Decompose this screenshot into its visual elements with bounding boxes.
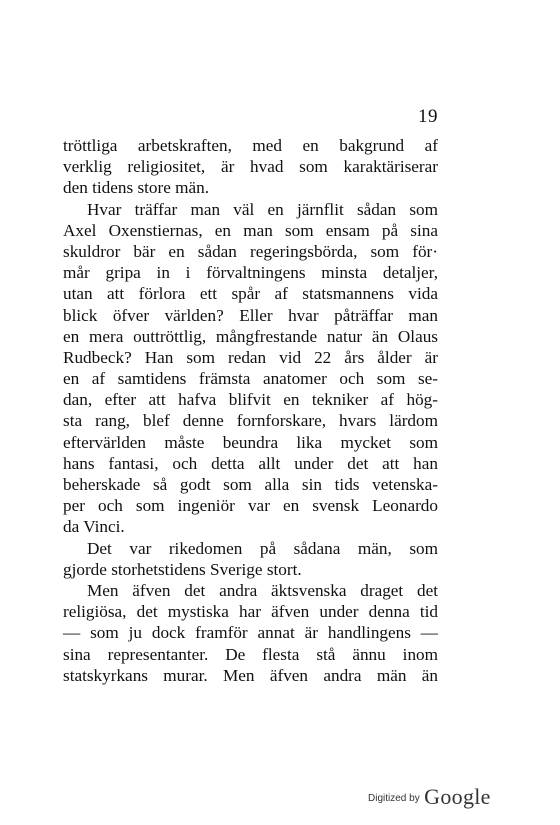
text-line: Rudbeck? Han som redan vid 22 års ålder är	[63, 347, 438, 367]
text-line: beherskade så godt som alla sin tids vetenska-	[63, 475, 438, 494]
text-line: en mera outtröttlig, mångfrestande natur än Olaus	[63, 326, 438, 346]
text-line: mår gripa in i förvaltningens minsta detaljer,	[63, 263, 438, 283]
text-line: Axel Oxenstiernas, en man som ensam på sina	[63, 220, 438, 240]
text-line: eftervärlden måste beundra lika mycket som	[63, 432, 438, 452]
text-line: en af samtidens främsta anatomer och som se-	[63, 369, 438, 389]
text-line: sta rang, blef denne fornforskare, hvars lärdom	[63, 411, 438, 431]
text-line: utan att förlora ett spår af statsmannens vida	[63, 284, 438, 304]
text-line: — som ju dock framför annat är handlingens —	[63, 623, 438, 643]
text-line: Men äfven det andra äktsvenska draget det	[87, 580, 438, 600]
text-line: verklig religiositet, är hvad som karaktäriserar	[63, 157, 438, 177]
body-text	[63, 135, 438, 686]
digitized-by-label: Digitized by	[368, 793, 420, 804]
text-line: tröttliga arbetskraften, med en bakgrund af	[63, 136, 438, 155]
text-line: skuldror bär en sådan regeringsbörda, som för·	[63, 241, 438, 261]
text-line: den tidens store män.	[63, 178, 210, 198]
text-line: blick öfver världen? Eller hvar påträffar man	[63, 305, 438, 325]
text-line: per och som ingeniör var en svensk Leonardo	[63, 496, 438, 516]
text-line: sina representanter. De flesta stå ännu inom	[63, 644, 438, 664]
google-logo-text: Google	[424, 784, 491, 809]
text-line: da Vinci.	[63, 517, 125, 537]
text-line: Det var rikedomen på sådana män, som	[87, 538, 438, 558]
text-line: dan, efter att hafva blifvit en tekniker af hög-	[63, 390, 438, 410]
text-line: statskyrkans murar. Men äfven andra män än	[63, 665, 438, 685]
digitization-watermark	[368, 784, 491, 810]
text-line: Hvar träffar man väl en järnflit sådan som	[87, 199, 438, 219]
text-line: hans fantasi, och detta allt under det att han	[63, 453, 438, 473]
text-line: religiösa, det mystiska har äfven under denna tid	[63, 602, 438, 622]
text-line: gjorde storhetstidens Sverige stort.	[63, 559, 302, 579]
page-number: 19	[418, 106, 438, 127]
